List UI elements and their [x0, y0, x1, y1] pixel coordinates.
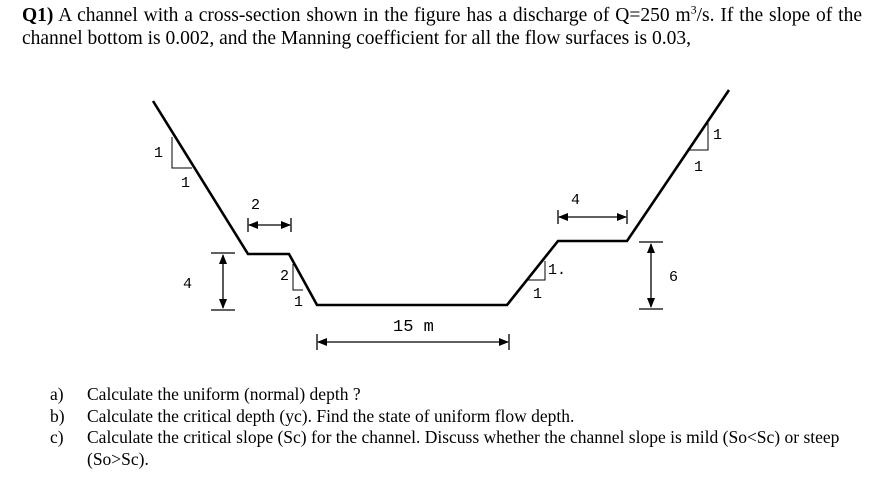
inner-left-rise-label: 2 — [280, 268, 290, 285]
left-slope-triangle — [172, 137, 192, 168]
inner-right-rise-label: 1. — [548, 262, 567, 279]
left-berm-height-label: 4 — [183, 276, 193, 293]
question-item — [50, 406, 865, 428]
right-berm-height-label: 6 — [669, 269, 679, 286]
problem-text-part2: /s. If the slope of the channel bottom is 0.002, and the Manning coefficient for all the flow surfaces is 0.03, — [22, 5, 862, 49]
question-label: a) — [50, 384, 64, 404]
right-berm-width-label: 4 — [571, 192, 581, 209]
inner-left-run-label: 1 — [294, 294, 304, 311]
bottom-width-label: 15 m — [393, 318, 434, 337]
left-berm-width-label: 2 — [251, 197, 261, 214]
question-item — [50, 384, 865, 406]
left-slope-run-label: 1 — [181, 175, 191, 192]
inner-right-run-label: 1 — [533, 286, 543, 303]
question-text: Calculate the critical slope (Sc) for the channel. Discuss whether the channel slope is mild (So<Sc) or steep (So>Sc). — [87, 427, 840, 469]
question-label: c) — [50, 427, 64, 447]
question-item — [50, 427, 865, 470]
question-label: b) — [50, 405, 65, 426]
channel-profile-line — [153, 90, 729, 305]
question-text: Calculate the uniform (normal) depth ? — [87, 384, 361, 404]
question-list — [50, 384, 865, 470]
question-text: Calculate the critical depth (yc). Find the state of uniform flow depth. — [87, 405, 575, 426]
right-slope-run-label: 1 — [694, 159, 704, 176]
unit-exponent: 3 — [690, 2, 697, 17]
problem-text-part1: A channel with a cross-section shown in the figure has a discharge of Q=250 m — [53, 5, 691, 26]
right-slope-rise-label: 1 — [713, 127, 723, 144]
left-slope-rise-label: 1 — [154, 145, 164, 162]
problem-number: Q1) — [22, 5, 54, 26]
